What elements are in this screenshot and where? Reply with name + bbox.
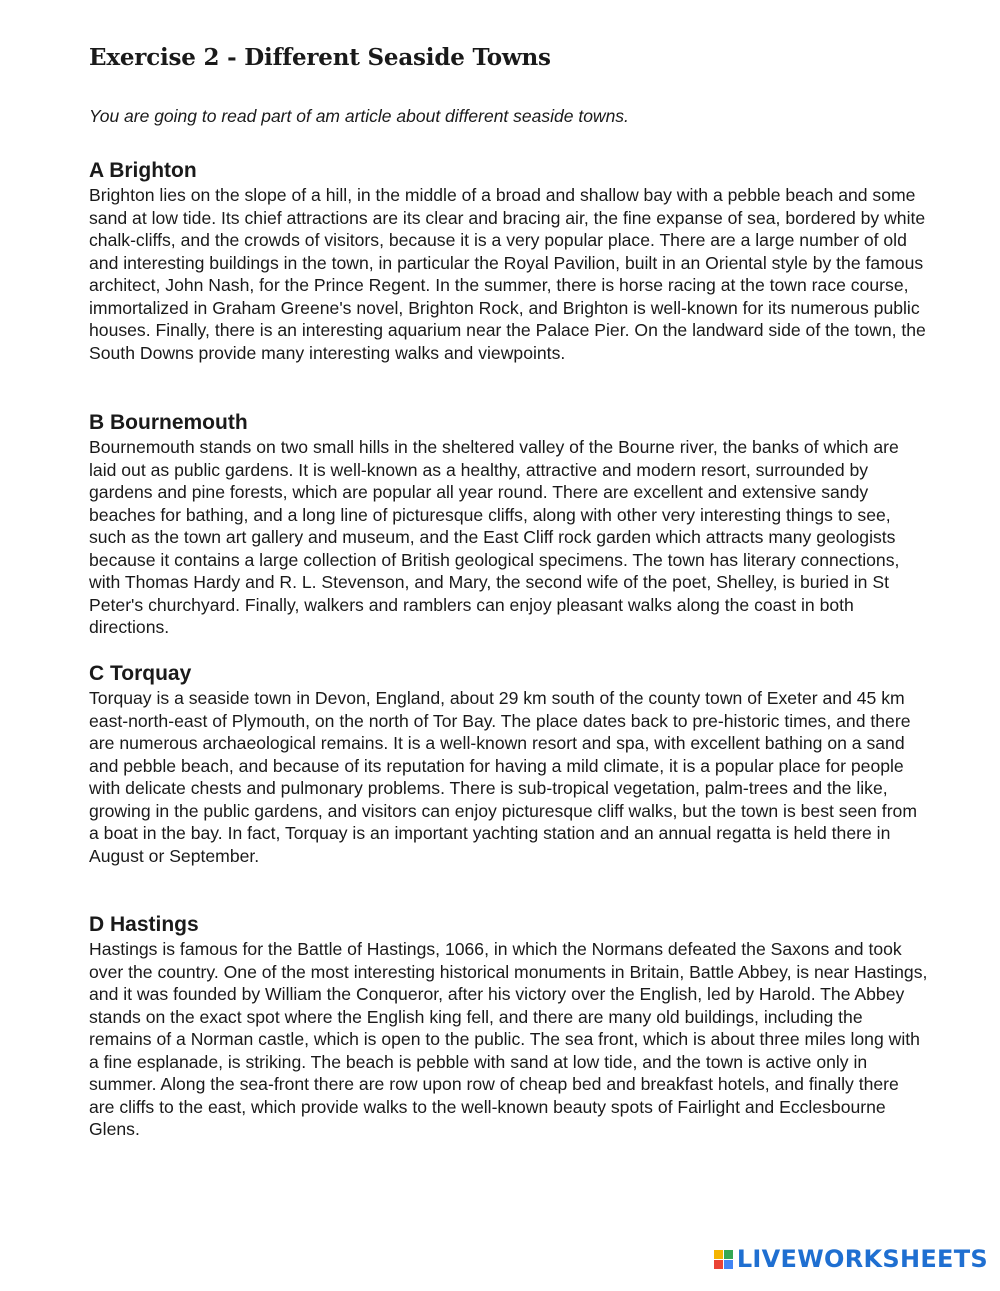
logo-block (714, 1260, 723, 1269)
section-brighton (89, 158, 929, 364)
section-text: Bournemouth stands on two small hills in the sheltered valley of the Bourne river, the banks of which are laid out as public gardens. It is well-known as a healthy, attractive and modern resort, surrounded by gardens and pine forests, which are popular all year round. There are excellent and extensive sandy beaches for bathing, and a long line of picturesque cliffs, along with other very interesting things to see, such as the town art gallery and museum, and the East Cliff rock garden which attracts many geologists because it contains a large collection of British geological specimens. The town has literary connections, with Thomas Hardy and R. L. Stevenson, and Mary, the second wife of the poet, Shelley, is buried in St Peter's churchyard. Finally, walkers and ramblers can enjoy pleasant walks along the coast in both directions. (89, 437, 900, 637)
section-text: Brighton lies on the slope of a hill, in the middle of a broad and shallow bay with a pebble beach and some sand at low tide. Its chief attractions are its clear and bracing air, the fine expanse of sea, bordered by white chalk-cliffs, and the crowds of visitors, because it is a very popular place. There are a large number of old and interesting buildings in the town, in particular the Royal Pavilion, built in an Oriental style by the famous architect, John Nash, for the Prince Regent. In the summer, there is horse racing at the town race course, immortalized in Graham Greene's novel, Brighton Rock, and Brighton is well-known for its numerous public houses. Finally, there is an interesting aquarium near the Palace Pier. On the landward side of the town, the South Downs provide many interesting walks and viewpoints. (89, 185, 926, 363)
liveworksheets-logo[interactable] (714, 1245, 988, 1273)
section-heading: A Brighton (89, 159, 197, 182)
logo-block (724, 1250, 733, 1259)
section-bournemouth (89, 410, 929, 639)
page-title: Exercise 2 - Different Seaside Towns (89, 44, 551, 71)
logo-block (724, 1260, 733, 1269)
section-heading: B Bournemouth (89, 411, 248, 434)
section-heading: D Hastings (89, 913, 199, 936)
section-torquay (89, 661, 929, 867)
section-text: Torquay is a seaside town in Devon, England, about 29 km south of the county town of Exeter and 45 km east-north-east of Plymouth, on the north of Tor Bay. The place dates back to pre-historic times, and there are numerous archaeological remains. It is a well-known resort and spa, with excellent bathing on a sand and pebble beach, and because of its reputation for having a mild climate, it is a popular place for people with delicate chests and pulmonary problems. There is sub-tropical vegetation, palm-trees and the like, growing in the public gardens, and visitors can enjoy picturesque cliff walks, but the town is best seen from a boat in the bay. In fact, Torquay is an important yachting station and an annual regatta is held there in August or September. (89, 688, 917, 866)
logo-blocks-icon (714, 1250, 733, 1269)
intro-text: You are going to read part of am article about different seaside towns. (89, 106, 629, 126)
logo-block (714, 1250, 723, 1259)
section-text: Hastings is famous for the Battle of Hastings, 1066, in which the Normans defeated the Saxons and took over the country. One of the most interesting historical monuments in Britain, Battle Abbey, is near Hastings, and it was founded by William the Conqueror, after his victory over the English, led by Harold. The Abbey stands on the exact spot where the English king fell, and there are many old buildings, including the remains of a Norman castle, which is open to the public. The sea front, which is about three miles long with a fine esplanade, is striking. The beach is pebble with sand at low tide, and the town is active only in summer. Along the sea-front there are row upon row of cheap bed and breakfast hotels, and finally there are cliffs to the east, which provide walks to the well-known beauty spots of Fairlight and Ecclesbourne Glens. (89, 939, 928, 1139)
logo-text: LIVEWORKSHEETS (736, 1245, 988, 1273)
section-hastings (89, 912, 929, 1141)
section-heading: C Torquay (89, 662, 192, 685)
